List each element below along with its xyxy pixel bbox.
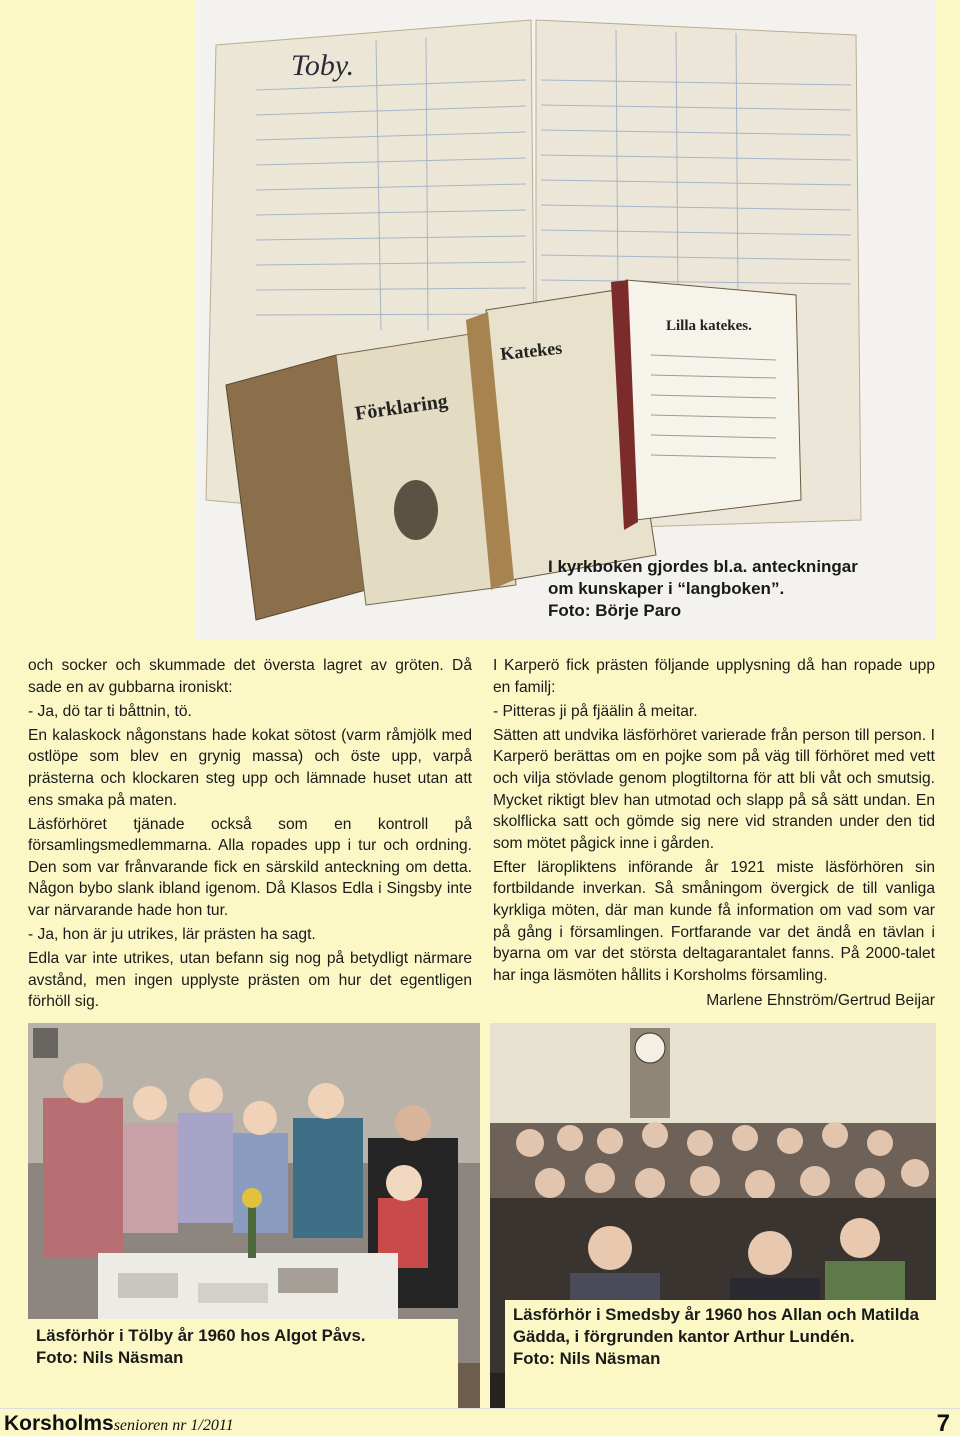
paragraph: - Ja, hon är ju utrikes, lär prästen ha sagt. — [28, 926, 316, 944]
caption-line: om kunskaper i “langboken”. — [548, 579, 785, 598]
book2-title: Katekes — [499, 337, 564, 364]
book1-title: Förklaring — [353, 390, 450, 425]
photo-church-ledger — [196, 0, 935, 640]
paragraph: - Ja, dö tar ti båttnin, tö. — [28, 702, 192, 720]
photo-right-caption — [505, 1300, 936, 1408]
paragraph: I Karperö fick prästen följande upplysning då han ropade upp en familj: — [493, 657, 935, 696]
article-byline: Marlene Ehnström/Gertrud Beijar — [706, 992, 935, 1010]
caption-line: Foto: Nils Näsman — [513, 1349, 661, 1368]
page-number: 7 — [936, 1410, 950, 1436]
paragraph: och socker och skummade det översta lagret av gröten. Då sade en av gubbarna ironiskt: — [28, 657, 472, 696]
paragraph: Edla var inte utrikes, utan befann sig nog på betydligt närmare avstånd, men ingen upplyste prästen om hur det egentligen förhöll sig. — [28, 950, 472, 1011]
caption-line: Läsförhör i Smedsby år 1960 hos Allan och Matilda Gädda, i förgrunden kantor Arthur Lundén. — [513, 1305, 919, 1346]
book3-title: Lilla katekes. — [666, 318, 752, 334]
caption-line: I kyrkboken gjordes bl.a. anteckningar — [548, 557, 858, 576]
footer-brand-name: Korsholms — [4, 1412, 114, 1435]
paragraph: Efter läropliktens införande år 1921 miste läsförhören sin fortbildande inverkan. Så småningom övergick de till vanliga kyrkliga möten, där man kunde få information om vad som var på gång i församlingen. Fortfarande var det ändå en tävlan i byarna om var det största deltagarantalet fanns. På 2000-talet har inga läsmöten hållits i Korsholms församling. — [493, 858, 935, 984]
article-column-right — [493, 655, 935, 1015]
caption-line: Foto: Nils Näsman — [36, 1348, 184, 1367]
article-column-left — [28, 655, 472, 1016]
photo-left-caption — [28, 1319, 458, 1408]
caption-line: Foto: Börje Paro — [548, 601, 682, 620]
ledger-heading: Toby. — [291, 49, 355, 82]
footer-brand — [4, 1412, 234, 1436]
paragraph: Sätten att undvika läsförhöret varierade från person till person. I Karperö berättas om en pojke som på väg till förhöret med vett och vilja stövlade genom plogtiltorna för att bli våt och smutsig. Mycket riktigt blev han utmotad och slapp på så sätt undan. En skolflicka satt och gömde sig nere vid stranden under den tid som mötet pågick inne i gården. — [493, 726, 935, 852]
caption-line: Läsförhör i Tölby år 1960 hos Algot Påvs. — [36, 1326, 366, 1345]
top-photo-caption — [548, 556, 918, 622]
footer-issue: senioren nr 1/2011 — [113, 1417, 234, 1434]
paragraph: - Pitteras ji på fjäälin å meitar. — [493, 702, 698, 720]
paragraph: Läsförhöret tjänade också som en kontroll på församlingsmedlemmarna. Alla ropades upp i tur och ordning. Den som var frånvarande fick en särskild anteckning om detta. Någon bybo slank ibland igenom. Då Klasos Edla i Singsby inte var närvarande hade hon tur. — [28, 815, 472, 920]
paragraph: En kalaskock någonstans hade kokat sötost (varm råmjölk med ostlöpe som blev en grynig massa) och öste upp, varpå prästerna och klockaren steg upp och lämnade huset utan att ens smaka på maten. — [28, 726, 472, 809]
page-footer — [0, 1408, 960, 1436]
